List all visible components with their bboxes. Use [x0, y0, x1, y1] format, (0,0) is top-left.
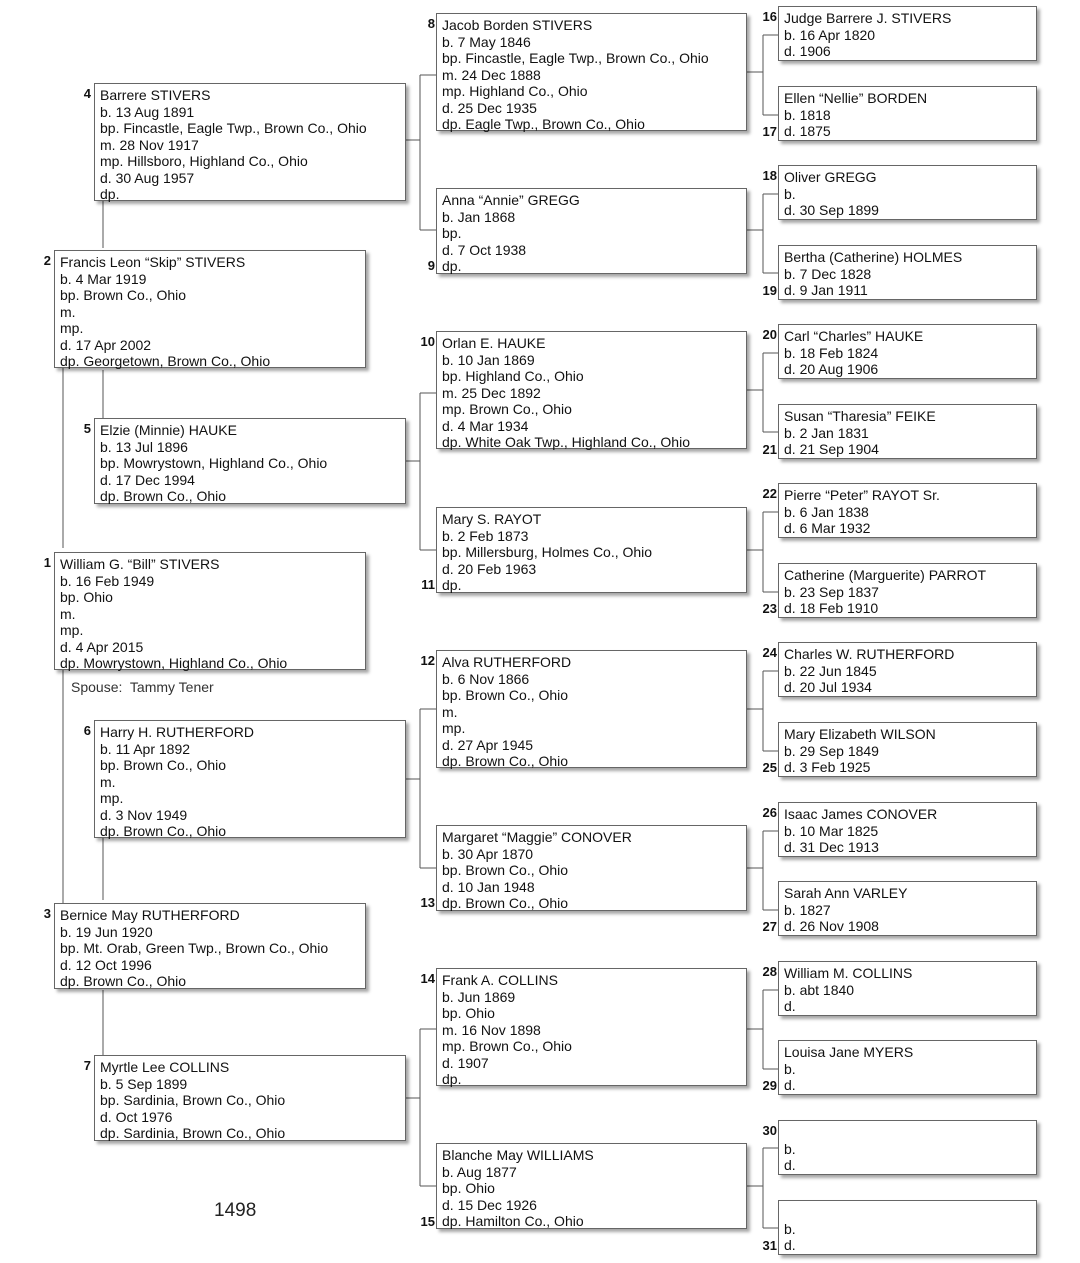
person-8-number: 8 — [427, 16, 435, 31]
person-18-birth: b. — [784, 185, 796, 202]
person-4-number: 4 — [83, 86, 91, 101]
person-12-marriage-place: mp. — [442, 720, 466, 736]
person-11-number: 11 — [421, 577, 435, 592]
person-2-death-place: dp. Georgetown, Brown Co., Ohio — [60, 353, 271, 369]
person-20-birth: b. 18 Feb 1824 — [784, 344, 879, 361]
person-12-birthplace: bp. Brown Co., Ohio — [442, 687, 569, 703]
person-10-death-place: dp. White Oak Twp., Highland Co., Ohio — [442, 434, 690, 450]
person-5-birth: b. 13 Jul 1896 — [100, 438, 188, 455]
person-11-birth: b. 2 Feb 1873 — [442, 527, 529, 544]
person-12-birth: b. 6 Nov 1866 — [442, 670, 530, 687]
person-23-number: 23 — [762, 601, 777, 616]
person-22-death: d. 6 Mar 1932 — [784, 520, 871, 536]
person-3-birthplace: bp. Mt. Orab, Green Twp., Brown Co., Ohio — [60, 940, 329, 956]
person-8-birthplace: bp. Fincastle, Eagle Twp., Brown Co., Ohio — [442, 50, 709, 66]
person-26-number: 26 — [762, 805, 777, 820]
person-4-death-place: dp. — [100, 186, 120, 202]
person-13-birthplace: bp. Brown Co., Ohio — [442, 862, 569, 878]
person-21-death: d. 21 Sep 1904 — [784, 441, 879, 457]
person-15-birth: b. Aug 1877 — [442, 1163, 517, 1180]
person-10-name: Orlan E. HAUKE — [442, 335, 546, 351]
person-25-number: 25 — [762, 760, 777, 775]
person-7-name: Myrtle Lee COLLINS — [100, 1059, 230, 1075]
person-8-marriage-place: mp. Highland Co., Ohio — [442, 83, 588, 99]
person-5-death: d. 17 Dec 1994 — [100, 471, 195, 488]
person-2-number: 2 — [43, 253, 51, 268]
person-8-death: d. 25 Dec 1935 — [442, 99, 537, 116]
person-3-number: 3 — [43, 906, 51, 921]
person-19-death: d. 9 Jan 1911 — [784, 282, 868, 298]
person-26-name: Isaac James CONOVER — [784, 806, 938, 822]
person-16-number: 16 — [762, 9, 777, 24]
person-21-name: Susan “Tharesia” FEIKE — [784, 408, 936, 424]
person-1-name: William G. “Bill” STIVERS — [60, 556, 220, 572]
person-13-number: 13 — [420, 895, 435, 910]
person-21-box[interactable] — [778, 404, 1037, 459]
person-13-name: Margaret “Maggie” CONOVER — [442, 829, 632, 845]
person-14-name: Frank A. COLLINS — [442, 972, 558, 988]
person-7-birth: b. 5 Sep 1899 — [100, 1075, 188, 1092]
person-29-number: 29 — [762, 1078, 777, 1093]
person-19-box[interactable] — [778, 245, 1037, 300]
person-9-box[interactable] — [436, 188, 747, 274]
person-1-birthplace: bp. Ohio — [60, 589, 113, 605]
person-5-name: Elzie (Minnie) HAUKE — [100, 422, 237, 438]
person-12-box[interactable] — [436, 650, 747, 768]
person-5-number: 5 — [83, 421, 91, 436]
person-10-marriage-place: mp. Brown Co., Ohio — [442, 401, 572, 417]
person-27-name: Sarah Ann VARLEY — [784, 885, 908, 901]
person-3-box[interactable] — [54, 903, 366, 989]
person-14-marriage: m. 16 Nov 1898 — [442, 1021, 541, 1038]
person-28-death: d. — [784, 998, 796, 1014]
person-12-number: 12 — [420, 653, 435, 668]
person-31-box[interactable] — [778, 1200, 1037, 1255]
person-15-death-place: dp. Hamilton Co., Ohio — [442, 1213, 584, 1229]
person-2-box[interactable] — [54, 250, 366, 368]
person-1-number: 1 — [43, 555, 51, 570]
person-24-number: 24 — [762, 645, 777, 660]
person-2-marriage: m. — [60, 303, 76, 320]
person-7-box[interactable] — [94, 1055, 406, 1141]
person-19-name: Bertha (Catherine) HOLMES — [784, 249, 963, 265]
person-10-marriage: m. 25 Dec 1892 — [442, 384, 541, 401]
person-16-name: Judge Barrere J. STIVERS — [784, 10, 952, 26]
person-17-birth: b. 1818 — [784, 106, 831, 123]
person-8-death-place: dp. Eagle Twp., Brown Co., Ohio — [442, 116, 645, 132]
person-14-birthplace: bp. Ohio — [442, 1005, 495, 1021]
person-22-box[interactable] — [778, 483, 1037, 538]
person-14-number: 14 — [420, 971, 435, 986]
person-27-number: 27 — [762, 919, 777, 934]
person-6-death: d. 3 Nov 1949 — [100, 806, 188, 823]
person-8-box[interactable] — [436, 13, 747, 131]
person-22-number: 22 — [762, 486, 777, 501]
person-5-box[interactable] — [94, 418, 406, 504]
person-31-death: d. — [784, 1237, 796, 1253]
person-13-box[interactable] — [436, 825, 747, 911]
person-1-death: d. 4 Apr 2015 — [60, 638, 144, 655]
person-8-birth: b. 7 May 1846 — [442, 33, 531, 50]
person-31-number: 31 — [762, 1238, 777, 1253]
person-24-death: d. 20 Jul 1934 — [784, 679, 872, 695]
spouse-label: Spouse: — [71, 679, 123, 695]
person-23-birth: b. 23 Sep 1837 — [784, 583, 879, 600]
person-9-birthplace: bp. — [442, 225, 462, 241]
person-15-death: d. 15 Dec 1926 — [442, 1196, 537, 1213]
person-10-birth: b. 10 Jan 1869 — [442, 351, 535, 368]
person-4-birth: b. 13 Aug 1891 — [100, 103, 195, 120]
person-2-name: Francis Leon “Skip” STIVERS — [60, 254, 246, 270]
person-10-box[interactable] — [436, 331, 747, 449]
person-1-marriage: m. — [60, 605, 76, 622]
person-5-death-place: dp. Brown Co., Ohio — [100, 488, 227, 504]
person-1-marriage-place: mp. — [60, 622, 84, 638]
person-2-birthplace: bp. Brown Co., Ohio — [60, 287, 187, 303]
person-16-birth: b. 16 Apr 1820 — [784, 26, 876, 43]
person-10-death: d. 4 Mar 1934 — [442, 417, 529, 434]
person-30-box[interactable] — [778, 1120, 1037, 1175]
person-9-death: d. 7 Oct 1938 — [442, 241, 527, 258]
person-2-birth: b. 4 Mar 1919 — [60, 270, 147, 287]
person-6-birth: b. 11 Apr 1892 — [100, 740, 191, 757]
person-28-birth: b. abt 1840 — [784, 981, 855, 998]
person-9-name: Anna “Annie” GREGG — [442, 192, 580, 208]
person-4-box[interactable] — [94, 83, 406, 201]
person-12-name: Alva RUTHERFORD — [442, 654, 572, 670]
person-4-marriage-place: mp. Hillsboro, Highland Co., Ohio — [100, 153, 308, 169]
person-23-death: d. 18 Feb 1910 — [784, 600, 879, 616]
spouse-name: Tammy Tener — [129, 679, 214, 695]
person-4-death: d. 30 Aug 1957 — [100, 169, 195, 186]
person-15-number: 15 — [420, 1214, 435, 1229]
person-31-name — [784, 1204, 1031, 1221]
person-28-number: 28 — [762, 964, 777, 979]
person-14-box[interactable] — [436, 968, 747, 1086]
person-15-birthplace: bp. Ohio — [442, 1180, 495, 1196]
person-10-number: 10 — [420, 334, 435, 349]
person-12-death-place: dp. Brown Co., Ohio — [442, 753, 569, 769]
person-11-box[interactable] — [436, 507, 747, 593]
person-1-birth: b. 16 Feb 1949 — [60, 572, 155, 589]
person-9-birth: b. Jan 1868 — [442, 208, 516, 225]
person-17-box[interactable] — [778, 86, 1037, 141]
person-21-number: 21 — [762, 442, 777, 457]
person-1-death-place: dp. Mowrystown, Highland Co., Ohio — [60, 655, 288, 671]
chart-number: 1498 — [214, 1200, 257, 1221]
person-14-birth: b. Jun 1869 — [442, 988, 516, 1005]
person-25-box[interactable] — [778, 722, 1037, 777]
person-3-birth: b. 19 Jun 1920 — [60, 923, 153, 940]
person-21-birth: b. 2 Jan 1831 — [784, 424, 869, 441]
person-23-name: Catherine (Marguerite) PARROT — [784, 567, 987, 583]
person-24-name: Charles W. RUTHERFORD — [784, 646, 955, 662]
person-19-number: 19 — [762, 283, 777, 298]
person-17-death: d. 1875 — [784, 123, 831, 139]
person-7-birthplace: bp. Sardinia, Brown Co., Ohio — [100, 1092, 286, 1108]
person-19-birth: b. 7 Dec 1828 — [784, 265, 872, 282]
person-29-box[interactable] — [778, 1040, 1037, 1095]
person-31-birth: b. — [784, 1220, 796, 1237]
person-3-death: d. 12 Oct 1996 — [60, 956, 152, 973]
person-12-marriage: m. — [442, 703, 458, 720]
person-24-box[interactable] — [778, 642, 1037, 697]
person-7-death: d. Oct 1976 — [100, 1108, 173, 1125]
person-27-death: d. 26 Nov 1908 — [784, 918, 879, 934]
person-26-box[interactable] — [778, 802, 1037, 857]
person-29-death: d. — [784, 1077, 796, 1093]
person-2-marriage-place: mp. — [60, 320, 84, 336]
person-11-name: Mary S. RAYOT — [442, 511, 542, 527]
person-10-birthplace: bp. Highland Co., Ohio — [442, 368, 584, 384]
person-29-birth: b. — [784, 1060, 796, 1077]
person-30-death: d. — [784, 1157, 796, 1173]
person-25-death: d. 3 Feb 1925 — [784, 759, 871, 775]
person-13-birth: b. 30 Apr 1870 — [442, 845, 534, 862]
person-30-name — [784, 1124, 1031, 1141]
person-14-death-place: dp. — [442, 1071, 462, 1087]
person-6-marriage-place: mp. — [100, 790, 124, 806]
person-6-birthplace: bp. Brown Co., Ohio — [100, 757, 227, 773]
person-6-name: Harry H. RUTHERFORD — [100, 724, 254, 740]
person-18-number: 18 — [762, 168, 777, 183]
person-17-number: 17 — [762, 124, 777, 139]
person-11-death-place: dp. — [442, 577, 462, 593]
person-30-birth: b. — [784, 1140, 796, 1157]
person-20-death: d. 20 Aug 1906 — [784, 361, 879, 377]
spouse-line — [71, 679, 214, 695]
person-18-box[interactable] — [778, 165, 1037, 220]
person-11-birthplace: bp. Millersburg, Holmes Co., Ohio — [442, 544, 653, 560]
person-20-number: 20 — [762, 327, 777, 342]
person-13-death-place: dp. Brown Co., Ohio — [442, 895, 569, 911]
person-6-death-place: dp. Brown Co., Ohio — [100, 823, 227, 839]
person-30-number: 30 — [762, 1123, 777, 1138]
person-26-death: d. 31 Dec 1913 — [784, 839, 879, 855]
person-6-number: 6 — [83, 723, 91, 738]
person-14-marriage-place: mp. Brown Co., Ohio — [442, 1038, 572, 1054]
person-16-death: d. 1906 — [784, 43, 831, 59]
person-28-box[interactable] — [778, 961, 1037, 1016]
person-28-name: William M. COLLINS — [784, 965, 913, 981]
person-4-name: Barrere STIVERS — [100, 87, 211, 103]
person-24-birth: b. 22 Jun 1845 — [784, 662, 877, 679]
person-2-death: d. 17 Apr 2002 — [60, 336, 152, 353]
person-13-death: d. 10 Jan 1948 — [442, 878, 535, 895]
person-18-name: Oliver GREGG — [784, 169, 877, 185]
person-18-death: d. 30 Sep 1899 — [784, 202, 879, 218]
person-3-name: Bernice May RUTHERFORD — [60, 907, 240, 923]
person-4-birthplace: bp. Fincastle, Eagle Twp., Brown Co., Ohio — [100, 120, 367, 136]
person-25-name: Mary Elizabeth WILSON — [784, 726, 936, 742]
person-4-marriage: m. 28 Nov 1917 — [100, 136, 199, 153]
person-9-number: 9 — [427, 258, 435, 273]
person-22-name: Pierre “Peter” RAYOT Sr. — [784, 487, 940, 503]
person-11-death: d. 20 Feb 1963 — [442, 560, 537, 577]
person-3-death-place: dp. Brown Co., Ohio — [60, 973, 187, 989]
person-6-marriage: m. — [100, 773, 116, 790]
person-20-box[interactable] — [778, 324, 1037, 379]
person-27-birth: b. 1827 — [784, 901, 831, 918]
person-15-name: Blanche May WILLIAMS — [442, 1147, 594, 1163]
person-20-name: Carl “Charles” HAUKE — [784, 328, 924, 344]
person-29-name: Louisa Jane MYERS — [784, 1044, 914, 1060]
person-23-box[interactable] — [778, 563, 1037, 618]
person-8-marriage: m. 24 Dec 1888 — [442, 66, 541, 83]
person-27-box[interactable] — [778, 881, 1037, 936]
person-25-birth: b. 29 Sep 1849 — [784, 742, 879, 759]
person-15-box[interactable] — [436, 1143, 747, 1229]
person-12-death: d. 27 Apr 1945 — [442, 736, 534, 753]
person-9-death-place: dp. — [442, 258, 462, 274]
person-7-number: 7 — [83, 1058, 91, 1073]
person-5-birthplace: bp. Mowrystown, Highland Co., Ohio — [100, 455, 328, 471]
person-1-box[interactable] — [54, 552, 366, 670]
person-16-box[interactable] — [778, 6, 1037, 61]
person-17-name: Ellen “Nellie” BORDEN — [784, 90, 928, 106]
person-8-name: Jacob Borden STIVERS — [442, 17, 593, 33]
person-6-box[interactable] — [94, 720, 406, 838]
person-14-death: d. 1907 — [442, 1054, 489, 1071]
person-26-birth: b. 10 Mar 1825 — [784, 822, 879, 839]
person-22-birth: b. 6 Jan 1838 — [784, 503, 869, 520]
person-7-death-place: dp. Sardinia, Brown Co., Ohio — [100, 1125, 286, 1141]
